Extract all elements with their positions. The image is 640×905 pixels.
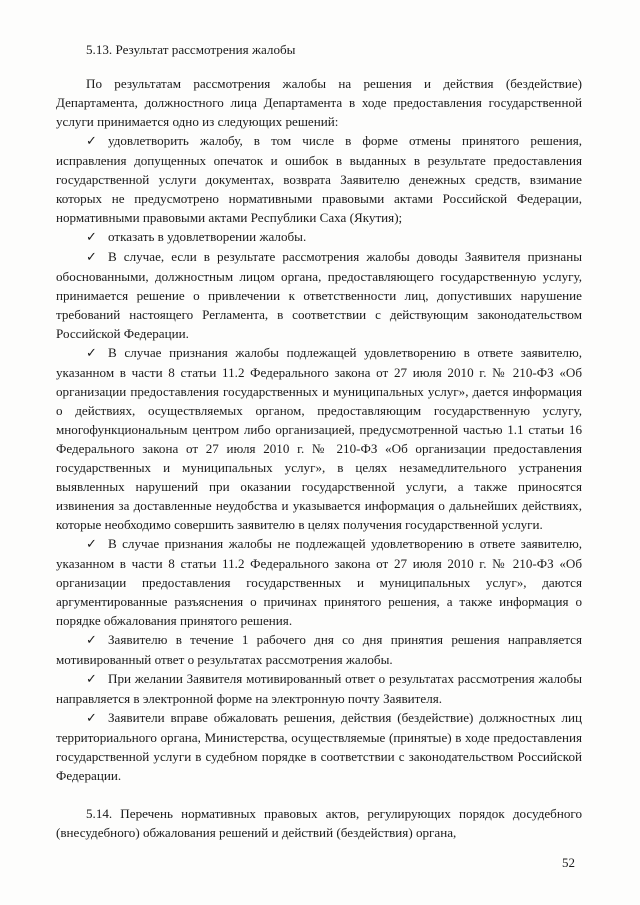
section-heading-5-13: 5.13. Результат рассмотрения жалобы: [86, 42, 296, 57]
checkmark-icon: ✓: [86, 230, 97, 245]
list-item: [56, 227, 582, 247]
paragraph-gap: [56, 785, 582, 804]
list-item-text: При желании Заявителя мотивированный ответ о результатах рассмотрения жалобы направляется в электронной форме на электронную почту Заявителя.: [56, 671, 582, 706]
section-intro-paragraph: По результатам рассмотрения жалобы на решения и действия (бездействие) Департамента, должностного лица Департамента в ходе предоставления государственной услуги принимается одно из следующих решений:: [56, 76, 582, 129]
list-item-text: В случае, если в результате рассмотрения жалобы доводы Заявителя признаны обоснованными, должностным лицом органа, предоставляющего государственную услугу, принимается решение о привлечении к ответственности лиц, допустивших нарушение требований настоящего Регламента, в соответствии с действующим законодательством Российской Федерации.: [56, 249, 582, 341]
page-content: [56, 40, 582, 842]
list-item: [56, 534, 582, 630]
list-item-text: отказать в удовлетворении жалобы.: [108, 229, 307, 244]
section-paragraph-5-14: 5.14. Перечень нормативных правовых актов, регулирующих порядок досудебного (внесудебного) обжалования решений и действий (бездействия) органа,: [56, 806, 582, 840]
checkmark-icon: ✓: [86, 672, 97, 687]
list-item: [56, 247, 582, 343]
list-item-text: Заявителю в течение 1 рабочего дня со дня принятия решения направляется мотивированный ответ о результатах рассмотрения жалобы.: [56, 632, 582, 667]
list-item: [56, 669, 582, 708]
list-item: [56, 343, 582, 534]
list-item-text: В случае признания жалобы подлежащей удовлетворению в ответе заявителю, указанном в части 8 статьи 11.2 Федерального закона от 27 июля 2010 г. № 210-ФЗ «Об организации предоставления государственных и муниципальных услуг», дается информация о действиях, осуществляемых органом, предоставляющим государственную услугу, многофункциональным центром либо организацией, предусмотренной частью 1.1 статьи 16 Федерального закона от 27 июля 2010 г. № 210-ФЗ «Об организации предоставления государственных и муниципальных услуг», в целях незамедлительного устранения выявленных нарушений при оказании государственной услуги, а также приносятся извинения за доставленные неудобства и указывается информация о дальнейших действиях, которые необходимо совершить заявителю в целях получения государственной услуги.: [56, 345, 582, 532]
list-item-text: удовлетворить жалобу, в том числе в форме отмены принятого решения, исправления допущенных опечаток и ошибок в выданных в результате предоставления государственной услуги документах, возврата Заявителю денежных средств, взимание которых не предусмотрено нормативными правовыми актами Российской Федерации, нормативными правовыми актами Республики Саха (Якутия);: [56, 133, 582, 225]
list-item: [56, 630, 582, 669]
checkmark-icon: ✓: [86, 250, 97, 265]
list-item: [56, 131, 582, 227]
list-item-text: В случае признания жалобы не подлежащей удовлетворению в ответе заявителю, указанном в части 8 статьи 11.2 Федерального закона от 27 июля 2010 г. № 210-ФЗ «Об организации предоставления государственных и муниципальных услуг», даются аргументированные разъяснения о причинах принятого решения, а также информация о порядке обжалования принятого решения.: [56, 536, 582, 628]
checkmark-icon: ✓: [86, 537, 97, 552]
checkmark-icon: ✓: [86, 633, 97, 648]
list-item: [56, 708, 582, 785]
list-item-text: Заявители вправе обжаловать решения, действия (бездействие) должностных лиц территориального органа, Министерства, осуществляемые (принятые) в ходе предоставления государственной услуги в судебном порядке в соответствии с законодательством Российской Федерации.: [56, 710, 582, 783]
checkmark-icon: ✓: [86, 711, 97, 726]
checkmark-icon: ✓: [86, 346, 97, 361]
checkmark-icon: ✓: [86, 134, 97, 149]
page-number: 52: [562, 855, 575, 870]
